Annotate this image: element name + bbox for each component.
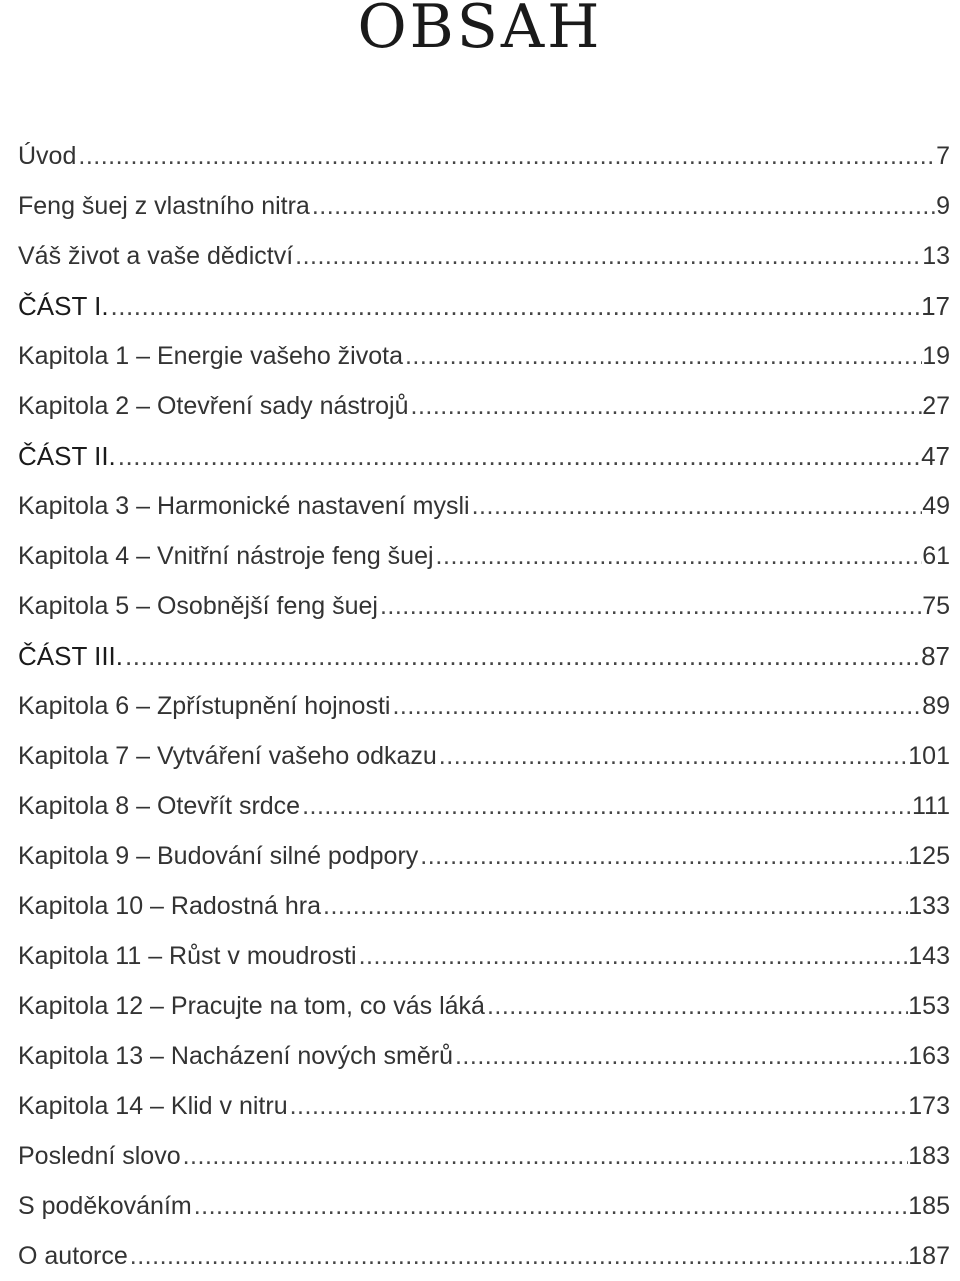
toc-page-number: 101 (908, 742, 950, 770)
toc-entry[interactable] (18, 681, 950, 731)
toc-leader-dots (293, 231, 922, 281)
toc-entry-title: Kapitola 14 – Klid v nitru (18, 1092, 288, 1120)
toc-entry[interactable] (18, 231, 950, 281)
toc-part-heading[interactable] (18, 631, 950, 681)
toc-page-number: 13 (922, 242, 950, 270)
toc-leader-dots (76, 131, 936, 181)
toc-entry-title: Kapitola 9 – Budování silné podpory (18, 842, 419, 870)
table-of-contents (18, 131, 950, 1281)
toc-entry[interactable] (18, 1231, 950, 1281)
toc-leader-dots (409, 381, 923, 431)
toc-entry-title: Kapitola 1 – Energie vašeho života (18, 342, 403, 370)
toc-leader-dots (378, 581, 922, 631)
toc-entry-title: Kapitola 4 – Vnitřní nástroje feng šuej (18, 542, 434, 570)
toc-entry-title: Kapitola 6 – Zpřístupnění hojnosti (18, 692, 391, 720)
toc-entry[interactable] (18, 381, 950, 431)
toc-leader-dots (310, 181, 936, 231)
toc-page-number: 111 (911, 792, 950, 820)
toc-page-number: 61 (922, 542, 950, 570)
toc-page-number: 47 (921, 441, 950, 471)
toc-page-number: 185 (908, 1192, 950, 1220)
toc-page-number: 17 (921, 291, 950, 321)
toc-entry-title: Úvod (18, 142, 77, 170)
toc-page-number: 163 (908, 1042, 950, 1070)
toc-entry-title: Kapitola 3 – Harmonické nastavení mysli (18, 492, 470, 520)
toc-leader-dots (437, 731, 908, 781)
toc-leader-dots (485, 981, 908, 1031)
toc-leader-dots (434, 531, 923, 581)
toc-entry[interactable] (18, 1081, 950, 1131)
toc-leader-dots (192, 1181, 909, 1231)
toc-leader-dots (109, 281, 922, 331)
toc-page-number: 75 (922, 592, 950, 620)
toc-entry-title: Kapitola 13 – Nacházení nových směrů (18, 1042, 453, 1070)
toc-entry-title: O autorce (18, 1242, 128, 1270)
toc-entry-title: ČÁST II. (18, 441, 116, 471)
toc-page-number: 143 (908, 942, 950, 970)
toc-entry-title: Kapitola 11 – Růst v moudrosti (18, 942, 357, 970)
toc-entry-title: Kapitola 5 – Osobnější feng šuej (18, 592, 378, 620)
toc-page-number: 89 (922, 692, 950, 720)
toc-entry[interactable] (18, 831, 950, 881)
toc-page-number: 125 (908, 842, 950, 870)
toc-page-number: 153 (908, 992, 950, 1020)
toc-entry[interactable] (18, 931, 950, 981)
toc-page-number: 173 (908, 1092, 950, 1120)
toc-entry-title: Váš život a vaše dědictví (18, 242, 294, 270)
toc-part-heading[interactable] (18, 431, 950, 481)
toc-entry-title: Kapitola 12 – Pracujte na tom, co vás láká (18, 992, 485, 1020)
toc-entry-title: Kapitola 8 – Otevřít srdce (18, 792, 301, 820)
toc-leader-dots (123, 631, 921, 681)
toc-leader-dots (418, 831, 908, 881)
toc-page-number: 19 (922, 342, 950, 370)
toc-entry-title: Feng šuej z vlastního nitra (18, 192, 310, 220)
toc-entry-title: S poděkováním (18, 1192, 192, 1220)
toc-page-number: 183 (908, 1142, 950, 1170)
toc-page-number: 7 (936, 142, 950, 170)
toc-entry-title: Kapitola 7 – Vytváření vašeho odkazu (18, 742, 437, 770)
toc-entry[interactable] (18, 581, 950, 631)
toc-leader-dots (470, 481, 923, 531)
toc-entry[interactable] (18, 181, 950, 231)
toc-entry-title: ČÁST III. (18, 641, 123, 671)
toc-page-number: 9 (936, 192, 950, 220)
toc-page-number: 27 (922, 392, 950, 420)
toc-page-number: 187 (908, 1242, 950, 1270)
toc-entry-title: Kapitola 2 – Otevření sady nástrojů (18, 392, 409, 420)
toc-leader-dots (321, 881, 908, 931)
toc-entry-title: Poslední slovo (18, 1142, 181, 1170)
page-title: OBSAH (357, 0, 603, 62)
toc-entry[interactable] (18, 1181, 950, 1231)
toc-leader-dots (300, 781, 912, 831)
toc-page-number: 87 (921, 641, 950, 671)
toc-part-heading[interactable] (18, 281, 950, 331)
toc-entry[interactable] (18, 131, 950, 181)
toc-leader-dots (128, 1231, 909, 1281)
toc-leader-dots (403, 331, 922, 381)
toc-leader-dots (116, 431, 921, 481)
toc-entry[interactable] (18, 1031, 950, 1081)
toc-page-number: 133 (908, 892, 950, 920)
toc-entry-title: Kapitola 10 – Radostná hra (18, 892, 321, 920)
toc-entry[interactable] (18, 481, 950, 531)
toc-leader-dots (390, 681, 922, 731)
toc-entry[interactable] (18, 781, 950, 831)
toc-page-number: 49 (922, 492, 950, 520)
toc-entry[interactable] (18, 981, 950, 1031)
toc-entry[interactable] (18, 1131, 950, 1181)
toc-entry-title: ČÁST I. (18, 291, 109, 321)
toc-entry[interactable] (18, 531, 950, 581)
toc-leader-dots (357, 931, 909, 981)
toc-entry[interactable] (18, 731, 950, 781)
toc-entry[interactable] (18, 331, 950, 381)
toc-leader-dots (453, 1031, 908, 1081)
toc-leader-dots (181, 1131, 909, 1181)
toc-leader-dots (288, 1081, 909, 1131)
toc-entry[interactable] (18, 881, 950, 931)
